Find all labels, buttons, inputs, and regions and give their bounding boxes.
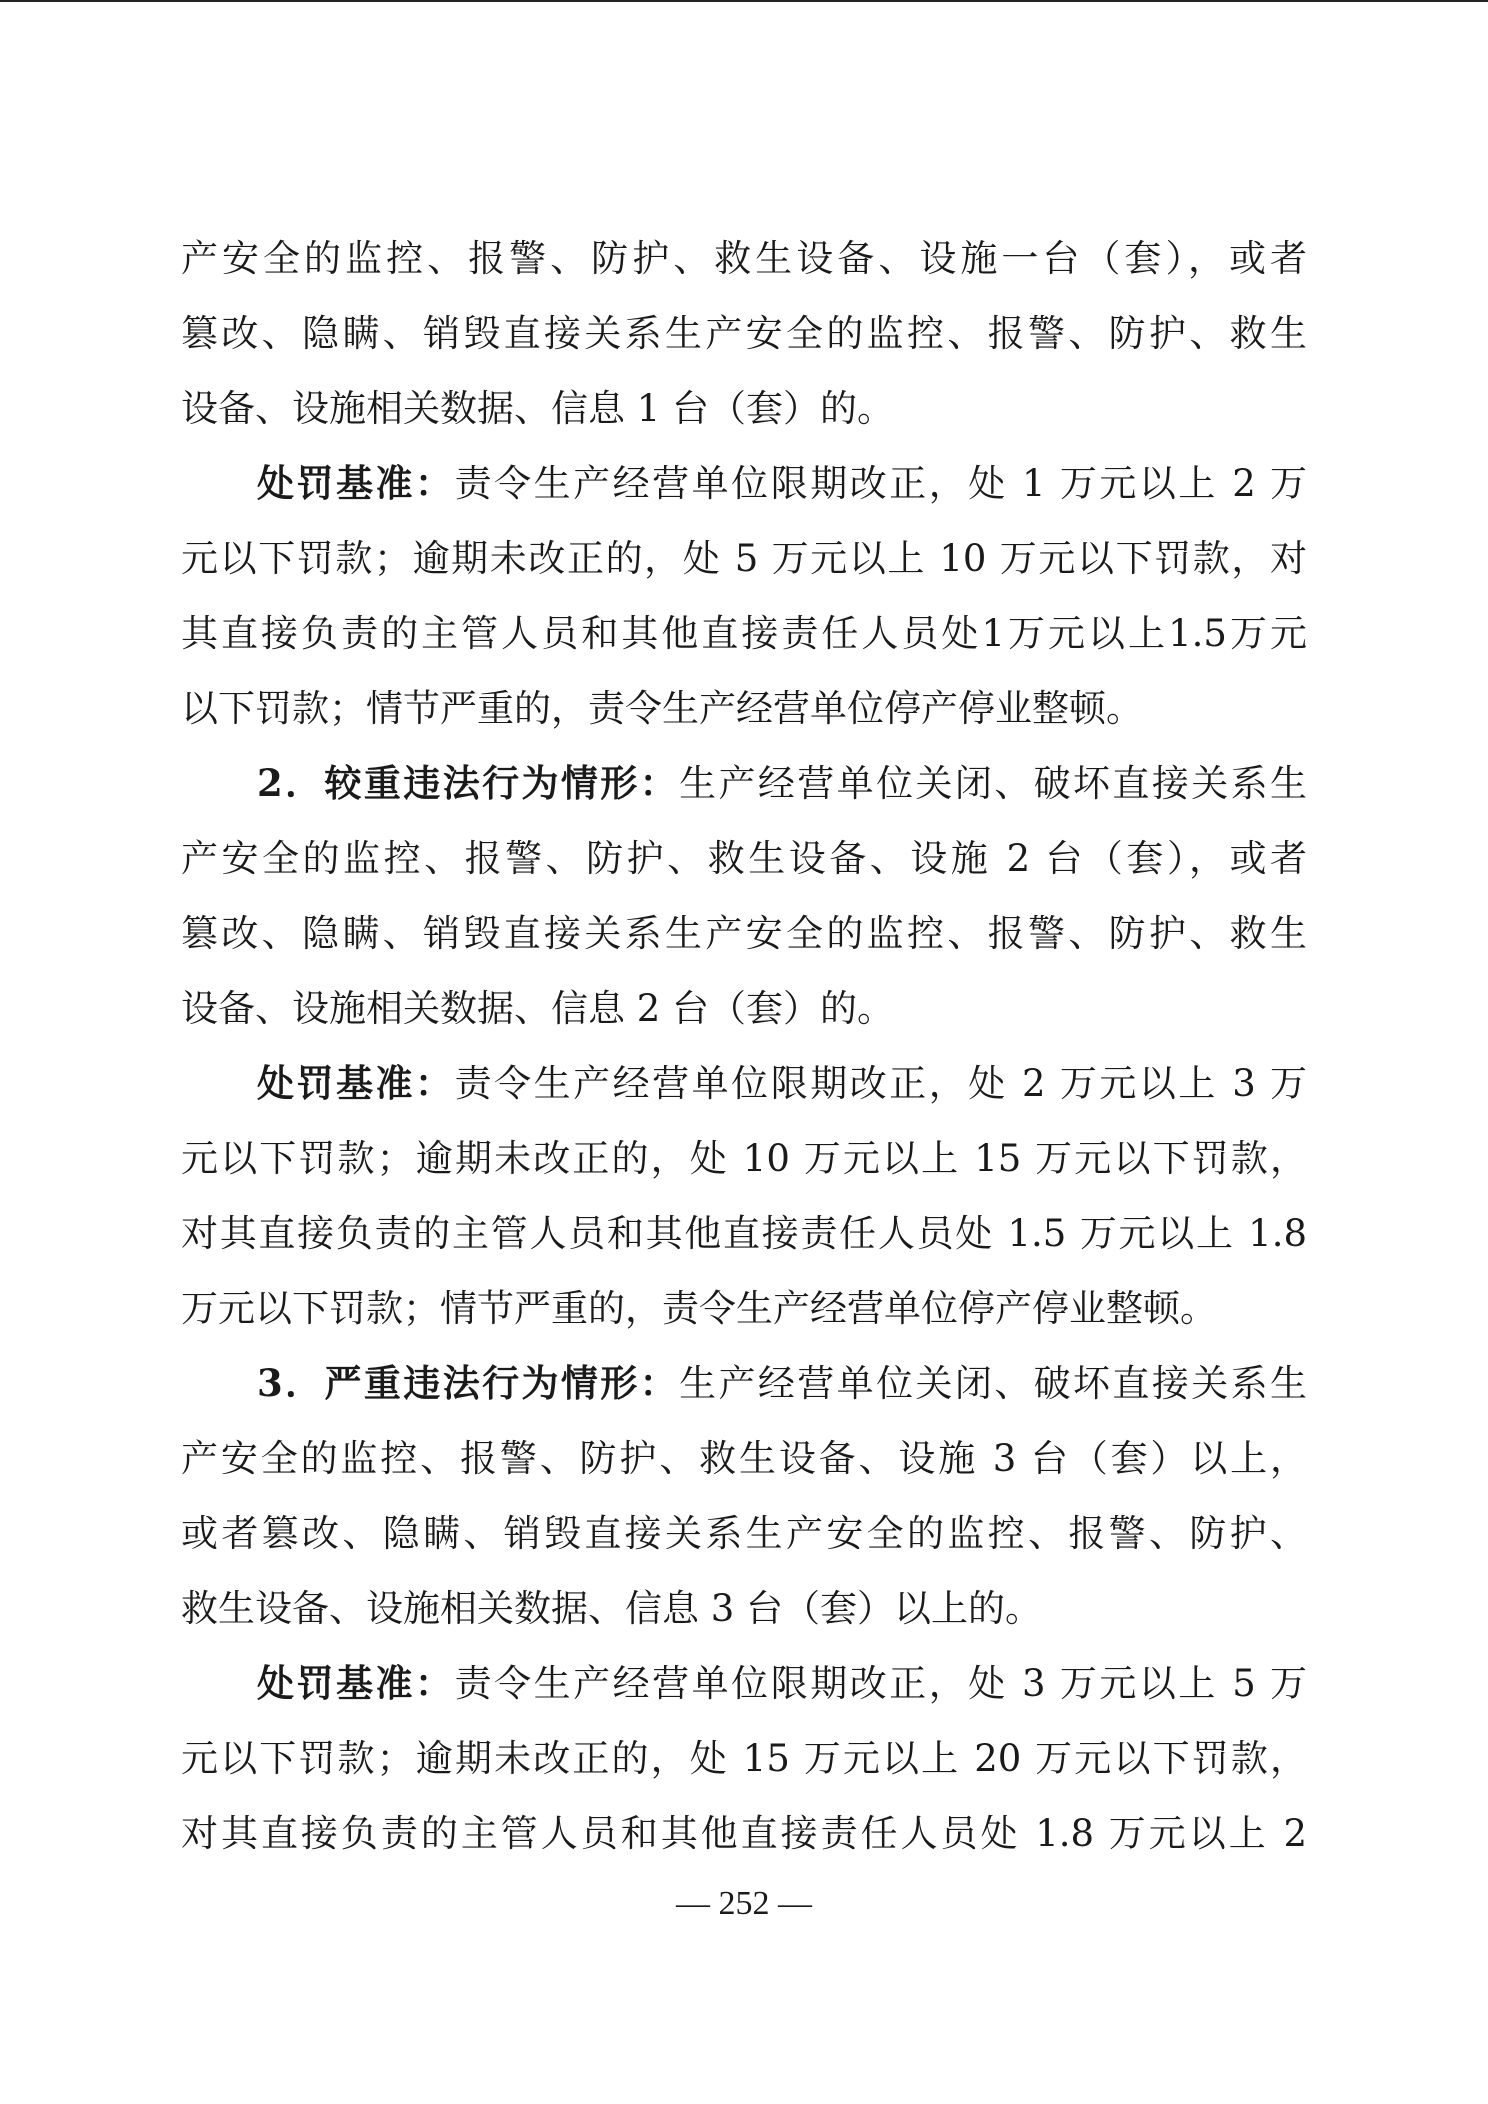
bold-lead-label: 处罚基准： bbox=[257, 1061, 455, 1105]
bold-lead-label: 处罚基准： bbox=[257, 1661, 455, 1705]
text-line bbox=[181, 596, 1307, 671]
text-line bbox=[181, 896, 1307, 971]
text-line bbox=[181, 296, 1307, 371]
text-line bbox=[181, 446, 1307, 521]
line-text: 产安全的监控、报警、防护、救生设备、设施一台（套），或者 bbox=[181, 237, 1307, 280]
line-text: 篡改、隐瞒、销毁直接关系生产安全的监控、报警、防护、救生 bbox=[181, 312, 1307, 355]
text-line bbox=[181, 1196, 1307, 1271]
text-line bbox=[181, 971, 1307, 1046]
text-line bbox=[181, 1496, 1307, 1571]
bold-lead-label: 2．较重违法行为情形： bbox=[257, 761, 680, 805]
line-text: 元以下罚款；逾期未改正的，处 10 万元以上 15 万元以下罚款， bbox=[181, 1137, 1307, 1180]
line-text: 生产经营单位关闭、破坏直接关系生 bbox=[679, 762, 1307, 805]
line-text: 生产经营单位关闭、破坏直接关系生 bbox=[679, 1362, 1307, 1405]
text-line bbox=[181, 1646, 1307, 1721]
page-number: — 252 — bbox=[676, 1885, 812, 1922]
line-text: 设备、设施相关数据、信息 2 台（套）的。 bbox=[181, 987, 895, 1030]
line-text: 责令生产经营单位限期改正，处 1 万元以上 2 万 bbox=[454, 462, 1307, 505]
text-line bbox=[181, 521, 1307, 596]
line-text: 责令生产经营单位限期改正，处 3 万元以上 5 万 bbox=[454, 1662, 1307, 1705]
bold-lead-label: 处罚基准： bbox=[257, 461, 455, 505]
line-text: 元以下罚款；逾期未改正的，处 15 万元以上 20 万元以下罚款， bbox=[181, 1737, 1307, 1780]
text-line bbox=[181, 1796, 1307, 1871]
top-border bbox=[0, 0, 1488, 2]
line-text: 篡改、隐瞒、销毁直接关系生产安全的监控、报警、防护、救生 bbox=[181, 912, 1307, 955]
line-text: 或者篡改、隐瞒、销毁直接关系生产安全的监控、报警、防护、 bbox=[181, 1512, 1307, 1555]
text-line bbox=[181, 1121, 1307, 1196]
text-line bbox=[181, 821, 1307, 896]
text-line bbox=[181, 1346, 1307, 1421]
text-line bbox=[181, 1271, 1307, 1346]
text-line bbox=[181, 1046, 1307, 1121]
text-line bbox=[181, 371, 1307, 446]
line-text: 元以下罚款；逾期未改正的，处 5 万元以上 10 万元以下罚款，对 bbox=[181, 537, 1307, 580]
line-text: 责令生产经营单位限期改正，处 2 万元以上 3 万 bbox=[454, 1062, 1307, 1105]
text-line bbox=[181, 746, 1307, 821]
line-text: 对其直接负责的主管人员和其他直接责任人员处 1.8 万元以上 2 bbox=[181, 1812, 1307, 1855]
text-line bbox=[181, 671, 1307, 746]
line-text: 万元以下罚款；情节严重的，责令生产经营单位停产停业整顿。 bbox=[181, 1287, 1217, 1330]
line-text: 以下罚款；情节严重的，责令生产经营单位停产停业整顿。 bbox=[181, 687, 1143, 730]
line-text: 对其直接负责的主管人员和其他直接责任人员处 1.5 万元以上 1.8 bbox=[181, 1212, 1307, 1255]
text-line bbox=[181, 221, 1307, 296]
text-line bbox=[181, 1571, 1307, 1646]
text-line bbox=[181, 1421, 1307, 1496]
line-text: 救生设备、设施相关数据、信息 3 台（套）以上的。 bbox=[181, 1587, 1043, 1630]
bold-lead-label: 3．严重违法行为情形： bbox=[257, 1361, 680, 1405]
document-body bbox=[181, 221, 1307, 1871]
line-text: 设备、设施相关数据、信息 1 台（套）的。 bbox=[181, 387, 895, 430]
line-text: 产安全的监控、报警、防护、救生设备、设施 3 台（套）以上， bbox=[181, 1437, 1307, 1480]
line-text: 产安全的监控、报警、防护、救生设备、设施 2 台（套），或者 bbox=[181, 837, 1307, 880]
text-line bbox=[181, 1721, 1307, 1796]
line-text: 其直接负责的主管人员和其他直接责任人员处1万元以上1.5万元 bbox=[181, 612, 1307, 655]
